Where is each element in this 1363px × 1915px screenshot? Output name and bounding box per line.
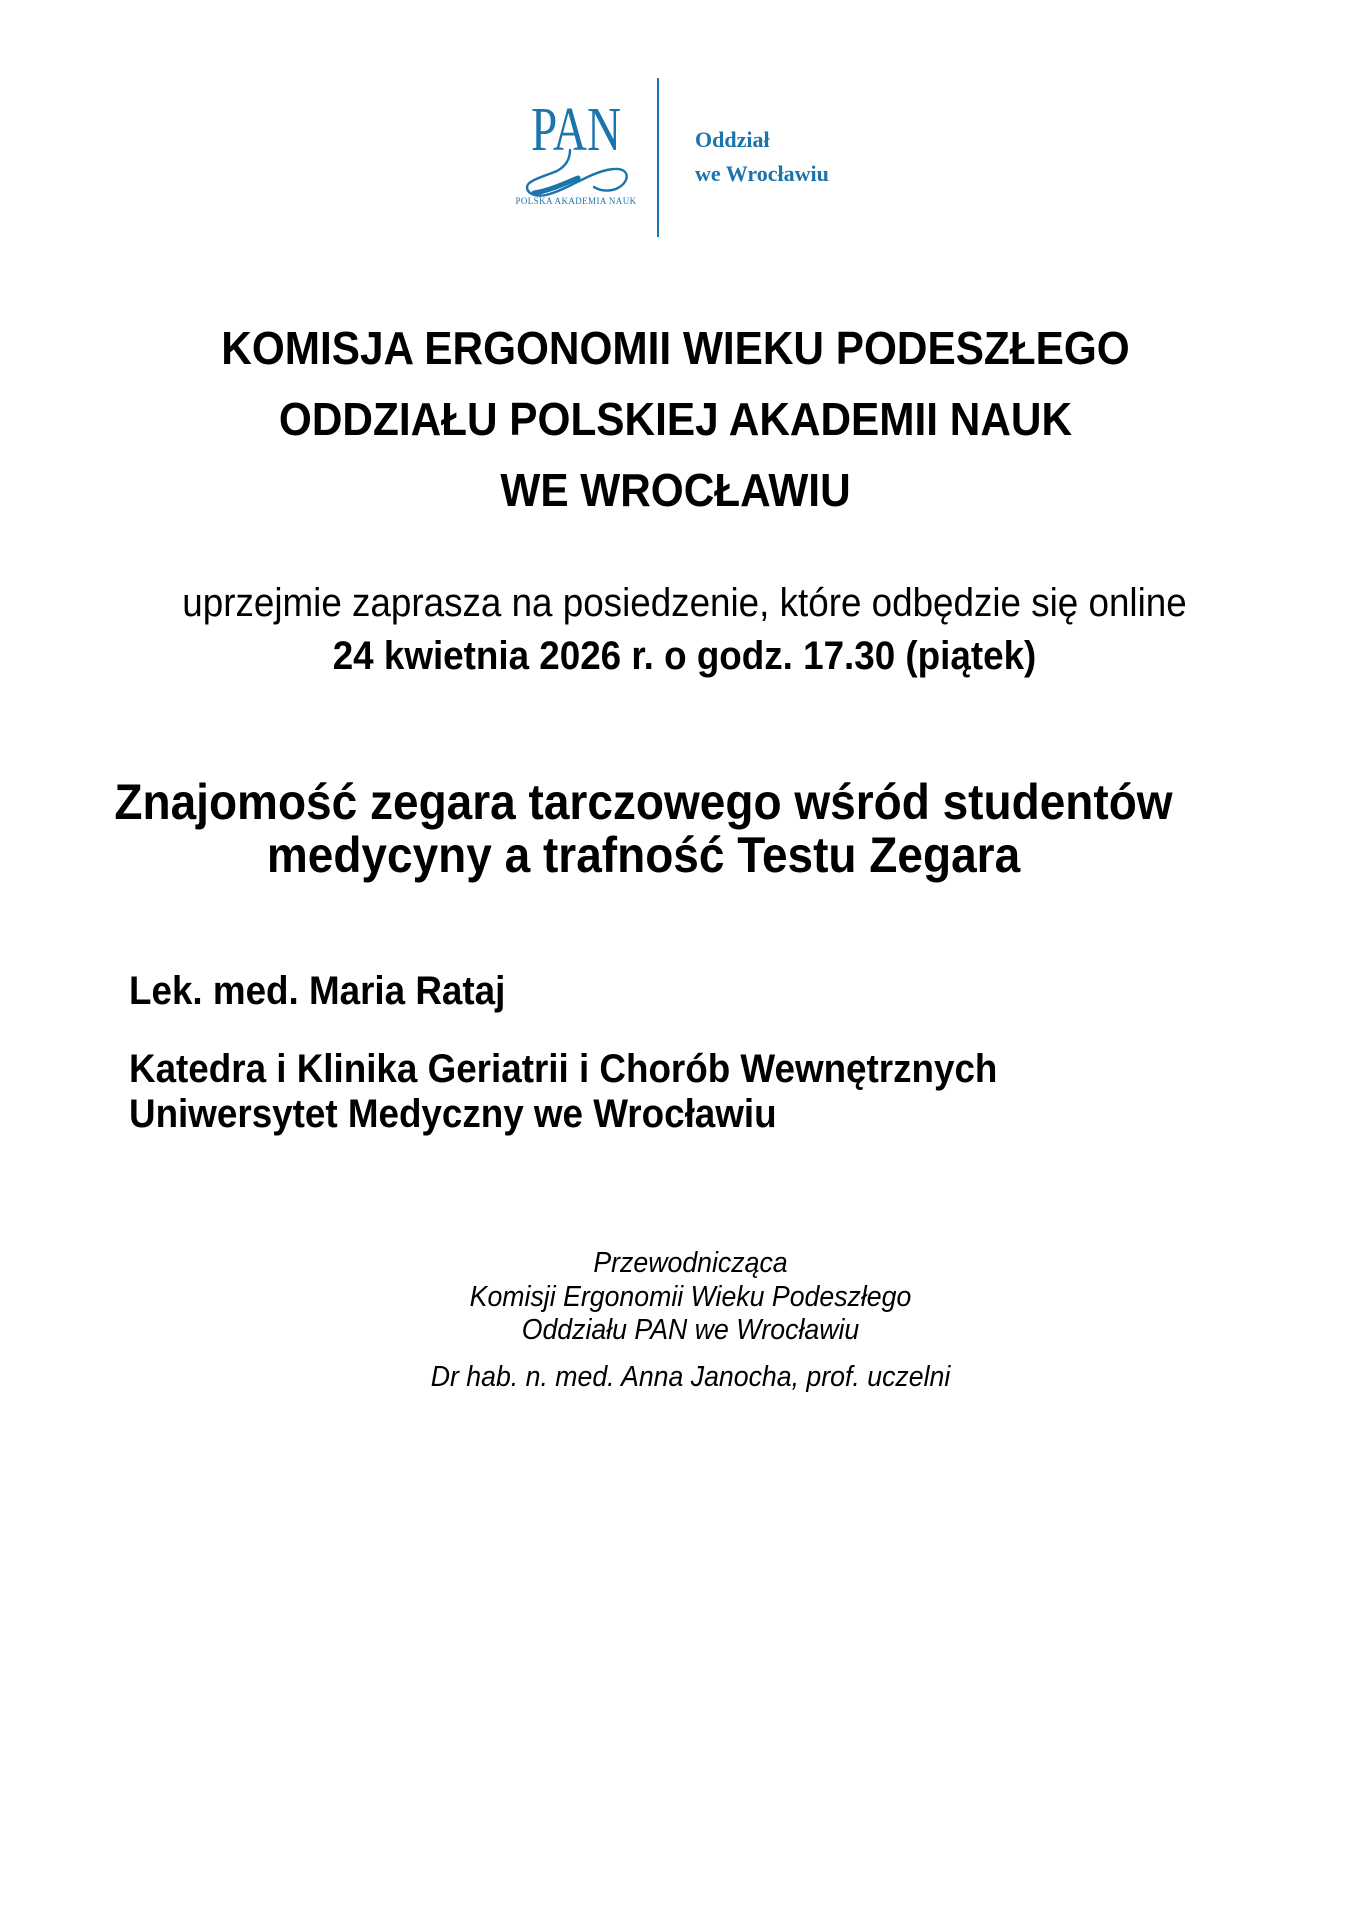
speaker-name: Lek. med. Maria Rataj <box>129 969 506 1013</box>
invitation-text: uprzejmie zaprasza na posiedzenie, które odbędzie się online <box>182 581 1187 625</box>
logo-divider <box>657 78 659 237</box>
heading-line-1: KOMISJA ERGONOMII WIEKU PODESZŁEGO <box>221 322 1130 374</box>
invitation-block <box>58 577 1312 683</box>
heading-line-2: ODDZIAŁU POLSKIEJ AKADEMII NAUK <box>278 393 1073 445</box>
signature-name: Dr hab. n. med. Anna Janocha, prof. uczelni <box>430 1361 951 1393</box>
committee-heading <box>49 313 1303 526</box>
lecture-title <box>17 776 1271 882</box>
branch-line-2: we Wrocławiu <box>695 161 829 186</box>
heading-line-3: WE WROCŁAWIU <box>500 464 851 516</box>
signature-role-line-1: Przewodnicząca <box>593 1247 788 1279</box>
signature-role <box>64 1247 1318 1348</box>
pan-flourish-icon <box>522 148 630 198</box>
meeting-datetime: 24 kwietnia 2026 r. o godz. 17.30 (piątek) <box>332 634 1037 678</box>
speaker-affiliation-line-1: Katedra i Klinika Geriatrii i Chorób Wewnętrznych <box>129 1047 998 1091</box>
speaker-affiliation-line-2: Uniwersytet Medyczny we Wrocławiu <box>129 1092 777 1136</box>
branch-name <box>695 123 829 191</box>
signature-role-line-3: Oddziału PAN we Wrocławiu <box>521 1314 860 1346</box>
signature-role-line-2: Komisji Ergonomii Wieku Podeszłego <box>469 1280 912 1313</box>
pan-logo-acronym: PAN <box>531 96 621 164</box>
branch-line-1: Oddział <box>695 127 770 152</box>
lecture-title-line-1: Znajomość zegara tarczowego wśród studentów <box>114 774 1173 830</box>
speaker-affiliation <box>129 1047 1141 1137</box>
lecture-title-line-2: medycyny a trafność Testu Zegara <box>266 827 1021 883</box>
pan-logo-subtitle: POLSKA AKADEMIA NAUK <box>515 196 637 206</box>
